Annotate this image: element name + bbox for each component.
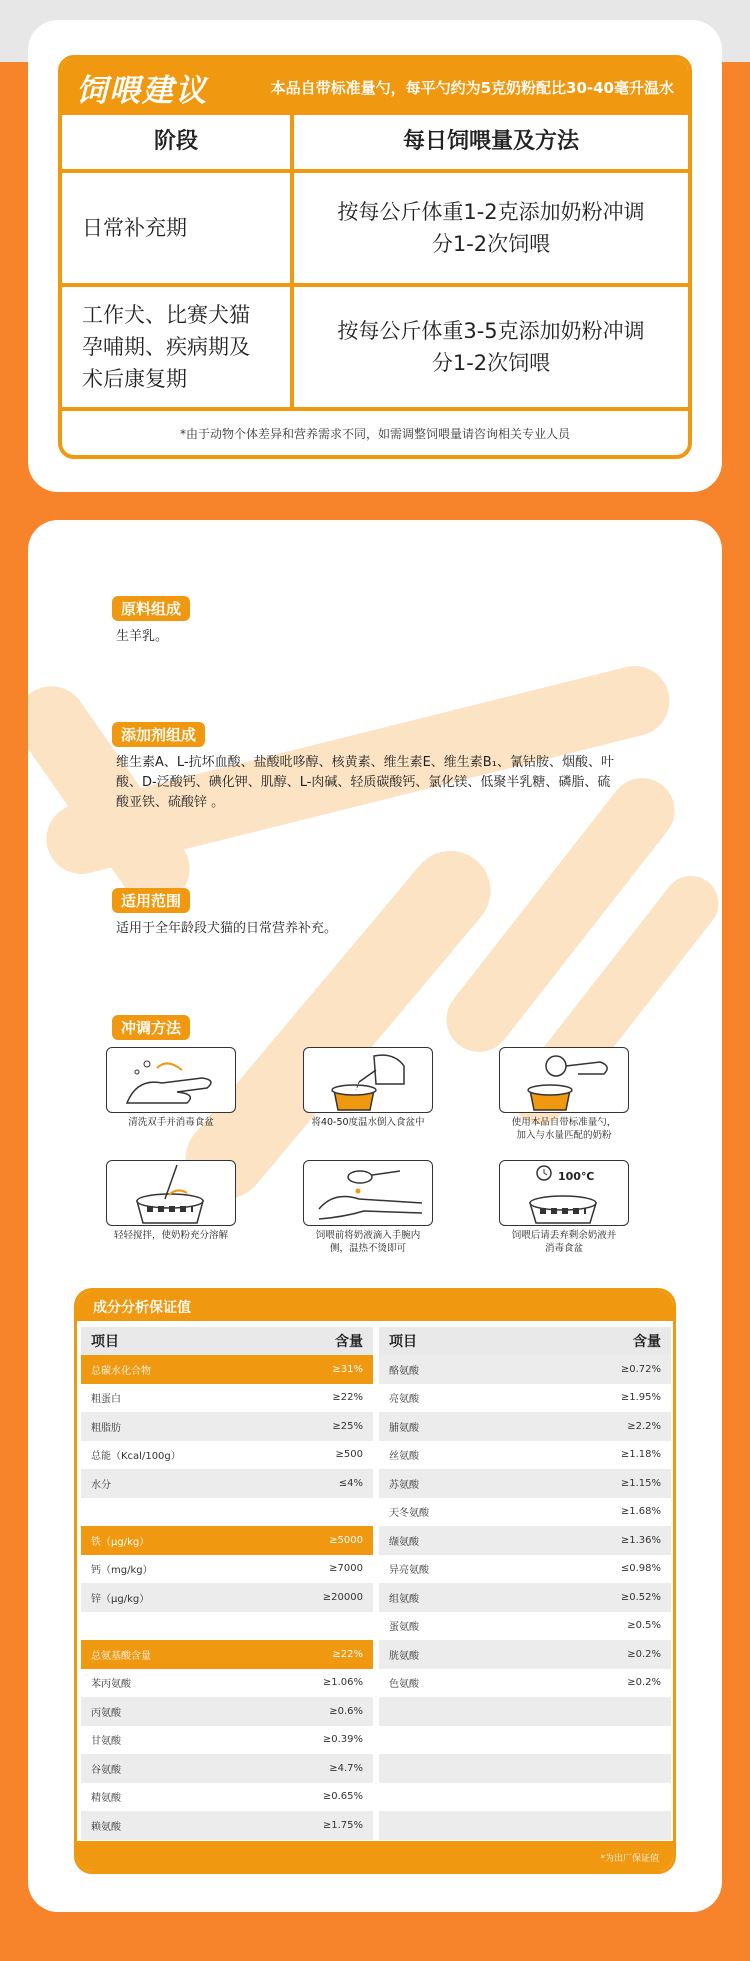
nutrient-value: ≥5000	[329, 1534, 363, 1546]
nutrition-footnote: *为出厂保证值	[77, 1841, 673, 1871]
nutrient-value: ≥2.2%	[627, 1420, 661, 1432]
scope-text: 适用于全年龄段犬猫的日常营养补充。	[116, 921, 338, 936]
method-line: 分1-2次饲喂	[431, 351, 551, 375]
nutrition-row	[81, 1583, 373, 1612]
nutrient-value: ≤4%	[338, 1477, 363, 1489]
nutrition-row	[81, 1612, 373, 1641]
method-cell	[294, 287, 688, 407]
feeding-row-special	[62, 287, 688, 411]
stage-line: 孕哺期、疾病期及	[82, 335, 250, 359]
nutrition-row	[379, 1612, 671, 1641]
nutrient-name: 组氨酸	[389, 1593, 419, 1605]
nutrition-row	[379, 1726, 671, 1755]
nutrition-title: 成分分析保证值	[77, 1291, 673, 1321]
nutrition-row	[81, 1498, 373, 1527]
step-caption	[499, 1229, 629, 1255]
nutrition-right-column	[379, 1327, 671, 1840]
col-item-header: 项目	[91, 1334, 119, 1350]
nutrient-value: ≥1.18%	[620, 1449, 661, 1461]
nutrient-name: 酪氨酸	[389, 1365, 419, 1377]
step-caption-line: 侧，温热不烫即可	[329, 1243, 406, 1254]
scoop-icon	[499, 1047, 629, 1113]
step-caption	[303, 1229, 433, 1255]
nutrition-left-column	[81, 1327, 373, 1840]
nutrient-name: 谷氨酸	[91, 1764, 121, 1776]
col-stage-header: 阶段	[62, 115, 294, 169]
step-caption	[303, 1116, 433, 1129]
additives-line: 酸亚铁、硫酸锌 。	[116, 795, 225, 810]
stage-line: 术后康复期	[82, 367, 187, 391]
additives-text	[116, 753, 656, 813]
nutrient-name: 苯丙氨酸	[91, 1679, 131, 1691]
step-caption-line: 清洗双手并消毒食盆	[128, 1117, 214, 1128]
nutrition-row	[81, 1754, 373, 1783]
nutrition-row	[81, 1441, 373, 1470]
method-step	[499, 1160, 629, 1255]
method-step	[499, 1047, 629, 1142]
nutrient-name: 异亮氨酸	[389, 1565, 429, 1577]
nutrient-name: 粗蛋白	[91, 1394, 121, 1406]
nutrient-name: 钙（mg/kg）	[91, 1565, 153, 1577]
nutrition-row	[379, 1441, 671, 1470]
nutrient-value: ≥31%	[332, 1363, 363, 1375]
stage-cell	[62, 173, 294, 283]
nutrient-value: ≥22%	[332, 1392, 363, 1404]
nutrient-name: 苏氨酸	[389, 1479, 419, 1491]
feeding-header	[62, 59, 688, 115]
method-label: 冲调方法	[112, 1015, 190, 1040]
nutrition-row	[81, 1555, 373, 1584]
nutrient-value: ≥0.2%	[627, 1677, 661, 1689]
nutrition-header-row	[379, 1327, 671, 1355]
nutrient-value: ≥1.75%	[322, 1819, 363, 1831]
step-caption-line: 消毒食盆	[544, 1243, 583, 1254]
step-caption-line: 饲喂前将奶液滴入手腕内	[315, 1230, 421, 1241]
nutrient-name: 粗脂肪	[91, 1422, 121, 1434]
nutrient-name: 总能（Kcal/100g）	[91, 1451, 181, 1463]
additives-line: 酸、D-泛酸钙、碘化钾、肌醇、L-肉碱、轻质碳酸钙、氯化镁、低聚半乳糖、磷脂、硫	[116, 775, 611, 790]
nutrient-value: ≥1.15%	[620, 1477, 661, 1489]
additives-line: 维生素A、L-抗坏血酸、盐酸吡哆醇、核黄素、维生素E、维生素B₁、氰钴胺、烟酸、叶	[116, 755, 614, 770]
nutrition-row	[81, 1726, 373, 1755]
feeding-table-header-row	[62, 115, 688, 173]
nutrient-name: 总氨基酸含量	[91, 1650, 151, 1662]
nutrition-row	[81, 1640, 373, 1669]
feeding-table	[58, 55, 692, 459]
nutrient-value: ≥7000	[329, 1563, 363, 1575]
step-caption-line: 饲喂后请丢弃剩余奶液并	[511, 1230, 617, 1241]
nutrition-row	[379, 1669, 671, 1698]
scope-label: 适用范围	[112, 888, 190, 913]
nutrition-table	[74, 1288, 676, 1874]
nutrient-value: ≥1.68%	[620, 1506, 661, 1518]
wrist-test-icon	[303, 1160, 433, 1226]
nutrient-name: 蛋氨酸	[389, 1622, 419, 1634]
sterilize-icon	[499, 1160, 629, 1226]
nutrient-name: 丙氨酸	[91, 1707, 121, 1719]
nutrient-value: ≥1.06%	[322, 1677, 363, 1689]
nutrition-row	[81, 1697, 373, 1726]
feeding-scoop-note: 本品自带标准量勺，每平勺约为5克奶粉配比30-40毫升温水	[270, 78, 674, 97]
nutrient-value: ≤0.98%	[620, 1563, 661, 1575]
method-step	[303, 1047, 433, 1129]
step-caption-line: 将40-50度温水倒入食盆中	[311, 1117, 425, 1128]
nutrient-name: 甘氨酸	[91, 1736, 121, 1748]
nutrition-row	[379, 1783, 671, 1812]
nutrition-row	[81, 1783, 373, 1812]
step-caption	[106, 1116, 236, 1129]
method-step	[303, 1160, 433, 1255]
method-step	[106, 1160, 236, 1242]
nutrition-row	[81, 1526, 373, 1555]
nutrient-value: ≥0.52%	[620, 1591, 661, 1603]
stage-line: 日常补充期	[82, 216, 187, 240]
feeding-row-daily	[62, 173, 688, 287]
col-amount-header: 含量	[335, 1334, 363, 1350]
nutrient-value: ≥0.39%	[322, 1734, 363, 1746]
nutrient-name: 铁（μg/kg）	[91, 1536, 150, 1548]
nutrient-name: 脯氨酸	[389, 1422, 419, 1434]
nutrient-name: 天冬氨酸	[389, 1508, 429, 1520]
nutrient-value: ≥4.7%	[329, 1762, 363, 1774]
nutrition-header-row	[81, 1327, 373, 1355]
nutrition-row	[81, 1355, 373, 1384]
ingredients-label: 原料组成	[112, 596, 190, 621]
nutrition-row	[81, 1384, 373, 1413]
nutrient-value: ≥22%	[332, 1648, 363, 1660]
stage-cell	[62, 287, 294, 407]
additives-label: 添加剂组成	[112, 722, 205, 747]
kettle-pour-icon	[303, 1047, 433, 1113]
nutrient-value: ≥20000	[322, 1591, 363, 1603]
nutrition-row	[379, 1811, 671, 1840]
method-line: 按每公斤体重3-5克添加奶粉冲调	[337, 319, 645, 343]
nutrient-name: 缬氨酸	[389, 1536, 419, 1548]
method-line: 分1-2次饲喂	[431, 232, 551, 256]
nutrition-row	[379, 1355, 671, 1384]
step-caption-line: 加入与水量匹配的奶粉	[516, 1130, 612, 1141]
nutrient-name: 丝氨酸	[389, 1451, 419, 1463]
nutrient-value: ≥1.95%	[620, 1392, 661, 1404]
nutrient-value: ≥0.5%	[627, 1620, 661, 1632]
nutrient-name: 水分	[91, 1479, 111, 1491]
nutrition-row	[81, 1469, 373, 1498]
nutrient-name: 赖氨酸	[91, 1821, 121, 1833]
method-cell	[294, 173, 688, 283]
nutrition-row	[379, 1555, 671, 1584]
nutrition-row	[379, 1384, 671, 1413]
temperature-badge: 100℃	[558, 1170, 595, 1183]
nutrient-value: ≥0.72%	[620, 1363, 661, 1375]
nutrient-value: ≥25%	[332, 1420, 363, 1432]
nutrition-row	[81, 1412, 373, 1441]
method-line: 按每公斤体重1-2克添加奶粉冲调	[337, 200, 645, 224]
nutrition-row	[379, 1697, 671, 1726]
nutrition-row	[379, 1498, 671, 1527]
nutrient-name: 亮氨酸	[389, 1394, 419, 1406]
hand-wash-icon	[106, 1047, 236, 1113]
method-step	[106, 1047, 236, 1129]
nutrition-row	[81, 1811, 373, 1840]
nutrient-name: 总碳水化合物	[91, 1365, 151, 1377]
col-method-header: 每日饲喂量及方法	[402, 129, 579, 154]
nutrient-value: ≥1.36%	[620, 1534, 661, 1546]
nutrient-name: 胱氨酸	[389, 1650, 419, 1662]
nutrition-row	[379, 1526, 671, 1555]
nutrition-row	[379, 1412, 671, 1441]
nutrient-value: ≥0.65%	[322, 1791, 363, 1803]
nutrition-row	[379, 1469, 671, 1498]
step-caption-line: 轻轻搅拌，使奶粉充分溶解	[113, 1230, 228, 1241]
nutrient-value: ≥0.2%	[627, 1648, 661, 1660]
feeding-title: 饲喂建议	[76, 72, 208, 109]
step-caption-line: 使用本品自带标准量勺，	[511, 1117, 617, 1128]
col-amount-header: 含量	[633, 1334, 661, 1350]
nutrient-value: ≥500	[335, 1449, 363, 1461]
nutrition-row	[379, 1754, 671, 1783]
nutrient-name: 色氨酸	[389, 1679, 419, 1691]
nutrient-name: 精氨酸	[91, 1793, 121, 1805]
nutrition-row	[379, 1583, 671, 1612]
nutrient-value: ≥0.6%	[329, 1705, 363, 1717]
stir-icon	[106, 1160, 236, 1226]
nutrition-row	[379, 1640, 671, 1669]
ingredients-text: 生羊乳。	[116, 629, 169, 644]
stage-line: 工作犬、比赛犬猫	[82, 303, 250, 327]
nutrition-row	[81, 1669, 373, 1698]
col-item-header: 项目	[389, 1334, 417, 1350]
nutrient-name: 锌（μg/kg）	[91, 1593, 150, 1605]
step-caption	[106, 1229, 236, 1242]
feeding-footnote: *由于动物个体差异和营养需求不同，如需调整饲喂量请咨询相关专业人员	[179, 427, 570, 441]
step-caption	[499, 1116, 629, 1142]
